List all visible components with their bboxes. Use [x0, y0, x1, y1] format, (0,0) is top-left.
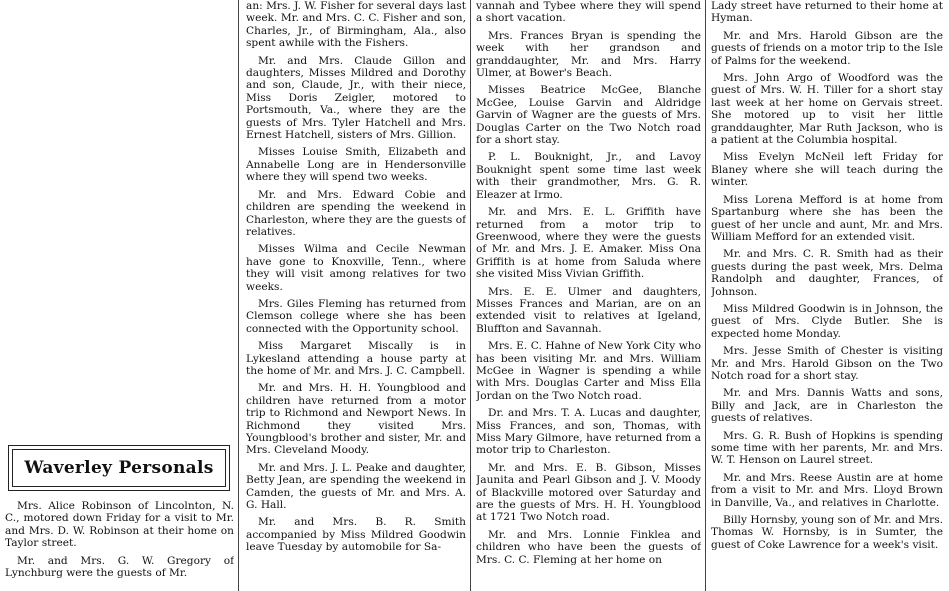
column-2 [246, 0, 466, 591]
news-paragraph: Mr. and Mrs. C. R. Smith had as their guests during the past week, Mrs. Delma Randolph and daughter, Frances, of Johnson. [711, 248, 943, 298]
news-paragraph: Misses Beatrice McGee, Blanche McGee, Louise Garvin and Aldridge Garvin of Wagner are the guests of Mrs. Douglas Carter on the Two Notch road for a short stay. [476, 84, 701, 147]
section-heading: Waverley Personals [24, 458, 214, 478]
news-paragraph: Mrs. E. E. Ulmer and daughters, Misses Frances and Marian, are on an extended visit to relatives at Igeland, Bluffton and Savannah. [476, 285, 701, 335]
news-paragraph: Mrs. Giles Fleming has returned from Clemson college where she has been connected with the Opportunity school. [246, 297, 466, 335]
heading-box [8, 445, 230, 491]
news-paragraph: Mr. and Mrs. Harold Gibson are the guests of friends on a motor trip to the Isle of Palms for the weekend. [711, 29, 943, 67]
news-paragraph: Mr. and Mrs. H. H. Youngblood and children have returned from a motor trip to Richmond and Newport News. In Richmond they visited Mrs. Youngblood's brother and sister, Mr. and Mrs. Cleveland Moody. [246, 382, 466, 457]
news-paragraph: Mr. and Mrs. B. R. Smith accompanied by Miss Mildred Goodwin leave Tuesday by automobile for Sa- [246, 516, 466, 554]
news-paragraph: Dr. and Mrs. T. A. Lucas and daughter, Miss Frances, and son, Thomas, with Miss Mary Gilmore, have returned from a motor trip to Charleston. [476, 407, 701, 457]
news-paragraph: Mr. and Mrs. G. W. Gregory of Lynchburg were the guests of Mr. [5, 554, 234, 580]
column-rule [470, 0, 471, 591]
news-paragraph: Mr. and Mrs. Claude Gillon and daughters, Misses Mildred and Dorothy and son, Claude, Jr., with their niece, Miss Doris Zeigler, motored to Portsmouth, Va., where they are the guests of Mrs. Tyler Hatchell and Mrs. Ernest Hatchell, sisters of Mrs. Gillion. [246, 54, 466, 142]
news-paragraph: Mrs. Jesse Smith of Chester is visiting Mr. and Mrs. Harold Gibson on the Two Notch road for a short stay. [711, 345, 943, 382]
column-rule [705, 0, 706, 591]
news-paragraph: Mr. and Mrs. E. B. Gibson, Misses Jaunita and Pearl Gibson and J. V. Moody of Blackville motored over Saturday and are the guests of Mrs. H. H. Youngblood at 1721 Two Notch road. [476, 461, 701, 524]
news-paragraph: Misses Louise Smith, Elizabeth and Annabelle Long are in Hendersonville where they will spend two weeks. [246, 146, 466, 184]
column-3 [476, 0, 701, 591]
column-4 [711, 0, 943, 591]
news-paragraph: Miss Margaret Miscally is in Lykesland attending a house party at the home of Mr. and Mrs. J. C. Campbell. [246, 340, 466, 377]
column-rule [238, 0, 239, 591]
heading-box-inner [12, 449, 226, 487]
news-paragraph: Mrs. John Argo of Woodford was the guest of Mrs. W. H. Tiller for a short stay last week at her home on Gervais street. She motored up to visit her little granddaughter, Mar Ruth Jackson, who is a patient at the Columbia hospital. [711, 72, 943, 147]
news-paragraph: Miss Lorena Mefford is at home from Spartanburg where she has been the guest of her uncle and aunt, Mr. and Mrs. William Mefford for an extended visit. [711, 193, 943, 243]
news-paragraph: Mrs. E. C. Hahne of New York City who has been visiting Mr. and Mrs. William McGee in Wagner is spending a while with Mrs. Douglas Carter and Miss Ella Jordan on the Two Notch road. [476, 340, 701, 402]
news-paragraph: Mr. and Mrs. E. L. Griffith have returned from a motor trip to Greenwood, where they were the guests of Mr. and Mrs. J. E. Amaker. Miss Ona Griffith is at home from Saluda where she visited Miss Vivian Griffith. [476, 206, 701, 281]
news-paragraph: Mr. and Mrs. Dannis Watts and sons, Billy and Jack, are in Charleston the guests of relatives. [711, 387, 943, 425]
news-paragraph: Mrs. Alice Robinson of Lincolnton, N. C., motored down Friday for a visit to Mr. and Mrs. D. W. Robinson at their home on Taylor street. [5, 500, 234, 550]
news-paragraph: Lady street have returned to their home at Hyman. [711, 0, 943, 25]
news-paragraph: Billy Hornsby, young son of Mr. and Mrs. Thomas W. Hornsby, is in Sumter, the guest of Coke Lawrence for a week's visit. [711, 514, 943, 551]
news-paragraph: Mr. and Mrs. Lonnie Finklea and children who have been the guests of Mrs. C. C. Fleming at her home on [476, 528, 701, 566]
column-1 [5, 500, 234, 591]
news-paragraph: P. L. Bouknight, Jr., and Lavoy Bouknight spent some time last week with their grandmother, Mrs. G. R. Eleazer at Irmo. [476, 151, 701, 201]
news-paragraph: Mrs. Frances Bryan is spending the week with her grandson and granddaughter, Mr. and Mrs. Harry Ulmer, at Bower's Beach. [476, 29, 701, 80]
news-paragraph: Mrs. G. R. Bush of Hopkins is spending some time with her parents, Mr. and Mrs. W. T. Henson on Laurel street. [711, 429, 943, 467]
news-paragraph: Mr. and Mrs. J. L. Peake and daughter, Betty Jean, are spending the weekend in Camden, the guests of Mr. and Mrs. A. G. Hall. [246, 461, 466, 512]
news-paragraph: Miss Evelyn McNeil left Friday for Blaney where she will teach during the winter. [711, 151, 943, 189]
news-paragraph: Mr. and Mrs. Edward Cobie and children are spending the weekend in Charleston, where they are the guests of relatives. [246, 188, 466, 238]
news-paragraph: Miss Mildred Goodwin is in Johnson, the guest of Mrs. Clyde Butler. She is expected home Monday. [711, 302, 943, 340]
news-paragraph: Misses Wilma and Cecile Newman have gone to Knoxville, Tenn., where they will visit among relatives for two weeks. [246, 243, 466, 293]
news-paragraph: an: Mrs. J. W. Fisher for several days last week. Mr. and Mrs. C. C. Fisher and son, Charles, Jr., of Birmingham, Ala., also spent awhile with the Fishers. [246, 0, 466, 50]
news-paragraph: Mr. and Mrs. Reese Austin are at home from a visit to Mr. and Mrs. Lloyd Brown in Danville, Va., and relatives in Charlotte. [711, 471, 943, 509]
news-paragraph: vannah and Tybee where they will spend a short vacation. [476, 0, 701, 25]
